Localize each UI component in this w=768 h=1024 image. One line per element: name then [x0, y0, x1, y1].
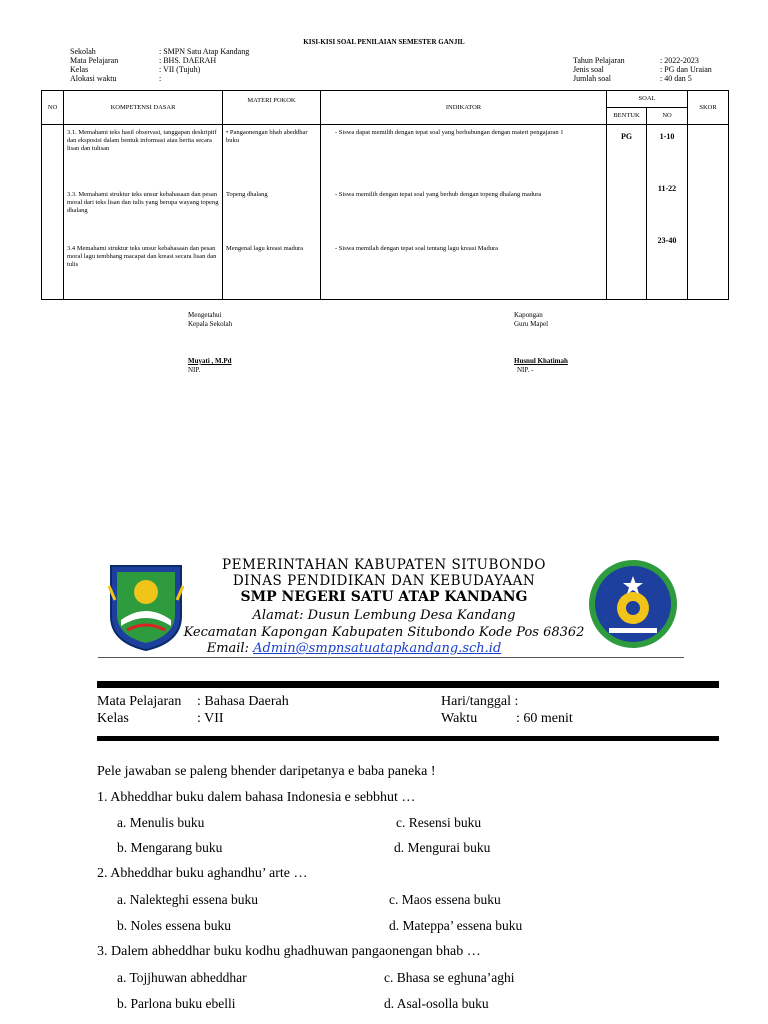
option-3a: a. Tojjhuwan abheddhar — [117, 970, 247, 985]
option-3d: d. Asal-osolla buku — [384, 996, 489, 1011]
option-2d: d. Mateppa’ essena buku — [389, 918, 523, 933]
class-value: : VII — [197, 711, 224, 726]
sig-text: Kapongan — [514, 311, 543, 319]
table-cell-nomor — [647, 125, 688, 300]
subject-value: : Bahasa Daerah — [197, 694, 289, 709]
class-label: Kelas — [97, 711, 129, 726]
nomor-item: 23-40 — [657, 236, 677, 245]
kd-item: 3.4 Memahami struktur teks unsur kebahasaan dan pesan moral lagu tembhang macapat dan kreasi secara lisan dan tulis — [67, 245, 217, 268]
table-cell-no — [42, 125, 64, 300]
kisi-table — [41, 90, 729, 300]
table-cell-skor — [688, 125, 729, 300]
email-label: Email: — [206, 641, 254, 656]
kisi-title: KISI-KISI SOAL PENILAIAN SEMESTER GANJIL — [303, 38, 465, 46]
exam-date-row — [441, 694, 518, 710]
address-line: Alamat: Dusun Lembung Desa Kandang — [252, 608, 516, 623]
info-value: : PG dan Uraian — [660, 65, 712, 74]
info-value: : SMPN Satu Atap Kandang — [159, 47, 250, 56]
header-soal: SOAL — [607, 91, 688, 108]
signature-right — [514, 311, 568, 375]
question-2: 2. Abheddhar buku aghandhu’ arte … — [97, 866, 308, 881]
header-no: NO — [42, 91, 64, 125]
table-cell-indikator — [321, 125, 607, 300]
header-skor: SKOR — [688, 91, 729, 125]
kisi-left-info — [70, 47, 249, 83]
email-line — [0, 641, 738, 656]
info-value: : BHS. DAERAH — [159, 56, 217, 65]
header-bentuk: BENTUK — [607, 108, 647, 125]
materi-item: • Pangaonengan bhab abeddhar buku — [226, 129, 308, 144]
subject-label: Mata Pelajaran — [97, 694, 182, 709]
option-1c: c. Resensi buku — [396, 815, 482, 830]
info-value: : VII (Tujuh) — [159, 65, 201, 74]
table-cell-kd — [64, 125, 223, 300]
info-value: : 40 dan 5 — [660, 74, 692, 83]
option-1b: b. Mengarang buku — [117, 840, 223, 855]
indikator-item: - Siswa memilah dengan tepat soal tentang lagu kreasi Madura — [335, 245, 498, 252]
exam-subject-row — [97, 694, 289, 710]
time-label: Waktu — [441, 711, 478, 726]
email-link[interactable]: Admin@smpnsatuatapkandang.sch.id — [253, 641, 502, 656]
headmaster-name: Muyati , M.Pd — [188, 357, 232, 365]
header-indikator: INDIKATOR — [321, 91, 607, 125]
signature-left — [188, 311, 232, 375]
nomor-item: 11-22 — [657, 184, 677, 193]
materi-item: Topeng dhalang — [226, 191, 268, 198]
kd-item: 3.1. Memahami teks hasil observasi, tanggapan deskriptif dan eksposisi dalam bentuk informasi atau berita secara lisan dan tulisan — [67, 129, 217, 152]
instruction: Pele jawaban se paleng bhender daripetanya e baba paneka ! — [97, 764, 436, 779]
info-value: : 2022-2023 — [660, 56, 699, 65]
option-2a: a. Nalekteghi essena buku — [117, 892, 258, 907]
info-value: : — [159, 74, 162, 83]
kisi-right-info — [573, 56, 712, 83]
question-1: 1. Abheddhar buku dalem bahasa Indonesia e sebbhut … — [97, 790, 416, 805]
sig-text: Mengetahui — [188, 311, 222, 319]
exam-class-row — [97, 711, 224, 727]
sig-nip: NIP. — [188, 366, 201, 374]
indikator-item: - Siswa dapat memilih dengan tepat soal yang berhubungan dengan materi pengajaran 1 — [335, 129, 564, 136]
letterhead-line1: PEMERINTAHAN KABUPATEN SITUBONDO — [222, 557, 546, 573]
exam-time-row — [441, 711, 573, 727]
option-1a: a. Menulis buku — [117, 815, 205, 830]
header-kd: KOMPETENSI DASAR — [64, 91, 223, 125]
date-label: Hari/tanggal : — [441, 694, 519, 709]
question-3: 3. Dalem abheddhar buku kodhu ghadhuwan pangaonengan bhab … — [97, 944, 481, 959]
info-label: Jenis soal — [573, 65, 604, 74]
teacher-name: Husnul Khatimah — [514, 357, 568, 365]
option-2b: b. Noles essena buku — [117, 918, 231, 933]
option-1d: d. Mengurai buku — [394, 840, 491, 855]
option-3b: b. Parlona buku ebelli — [117, 996, 236, 1011]
divider — [97, 681, 719, 688]
sig-nip: NIP. - — [517, 366, 534, 374]
school-name: SMP NEGERI SATU ATAP KANDANG — [240, 589, 528, 605]
nomor-item: 1-10 — [659, 132, 675, 141]
indikator-item: - Siswa memilih dengan tepat soal yang berhub dengan topeng dhalang madura — [335, 191, 542, 198]
divider — [98, 657, 684, 658]
district-line: Kecamatan Kapongan Kabupaten Situbondo Kode Pos 68362 — [183, 625, 585, 640]
option-3c: c. Bhasa se eghuna’aghi — [384, 970, 515, 985]
info-label: Tahun Pelajaran — [573, 56, 625, 65]
materi-item: Mengenal lagu kreasi madura — [226, 245, 304, 252]
info-label: Kelas — [70, 65, 89, 74]
info-label: Sekolah — [70, 47, 96, 56]
info-label: Jumlah soal — [573, 74, 611, 83]
kd-item: 3.3. Memahami struktur teks unsur kebahasaan dan pesan moral dari teks lisan dan tulis yang berupa wayang topeng dhalang — [67, 191, 219, 214]
sig-text: Kepala Sekolah — [188, 320, 233, 328]
letterhead-line2: DINAS PENDIDIKAN DAN KEBUDAYAAN — [232, 573, 536, 589]
table-cell-materi — [223, 125, 321, 300]
header-materi: MATERI POKOK — [223, 91, 321, 125]
info-label: Mata Pelajaran — [70, 56, 119, 65]
divider — [97, 736, 719, 741]
header-nomor: NO — [647, 108, 688, 125]
time-value: : 60 menit — [516, 711, 573, 726]
option-2c: c. Maos essena buku — [389, 892, 501, 907]
table-cell-bentuk: PG — [607, 125, 647, 300]
info-label: Alokasi waktu — [70, 74, 117, 83]
sig-text: Guru Mapel — [514, 320, 549, 328]
